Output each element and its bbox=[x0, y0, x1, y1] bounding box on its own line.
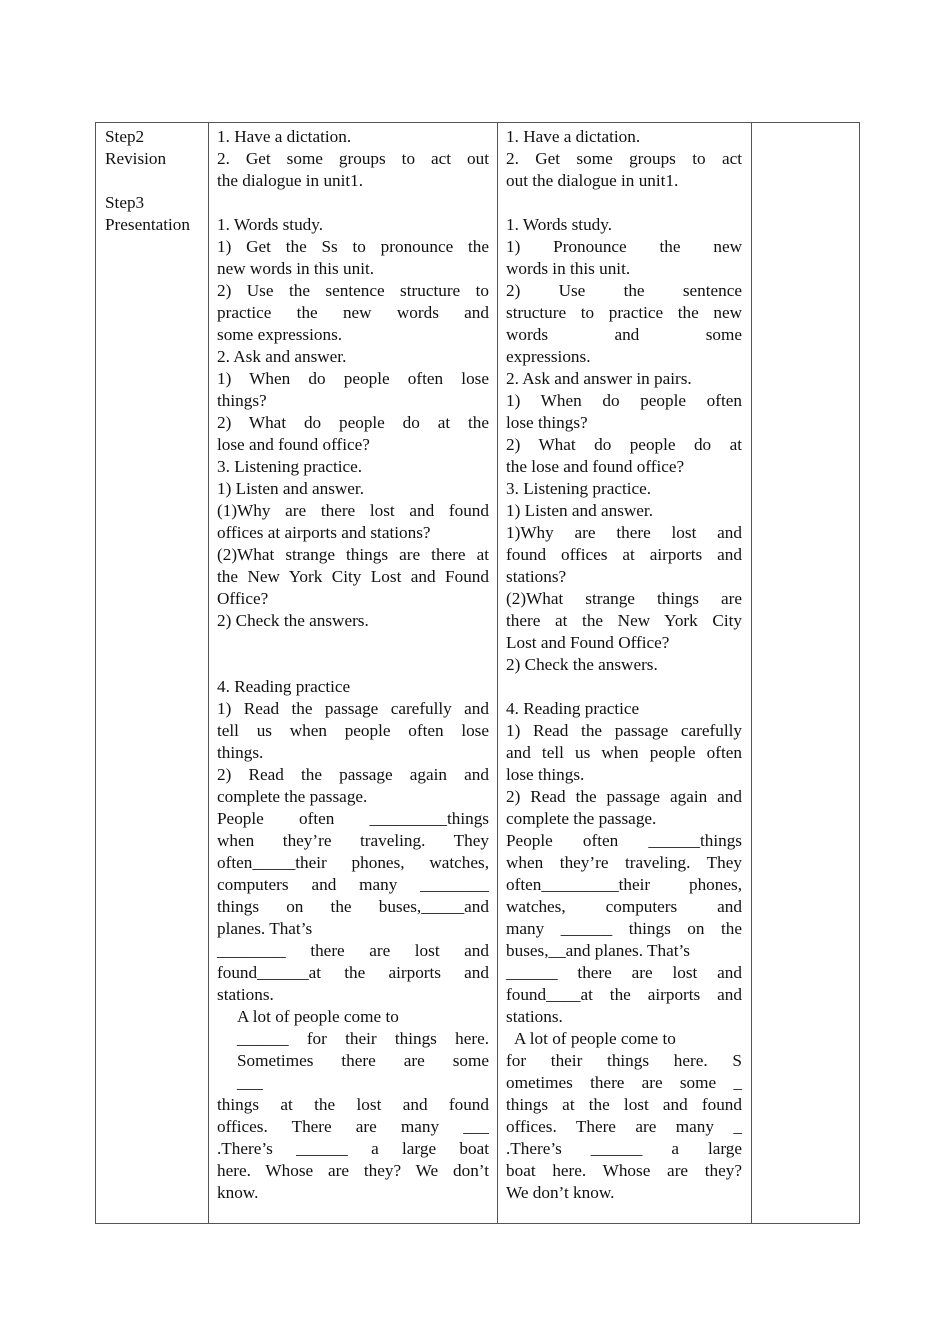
text-line: 1) When do people often lose bbox=[217, 369, 489, 388]
text-line: new words in this unit. bbox=[217, 259, 375, 278]
text-line: 1. Words study. bbox=[217, 215, 324, 234]
text-line: People often _________things bbox=[217, 809, 489, 828]
text-line: offices at airports and stations? bbox=[217, 523, 431, 542]
text-line: buses,__and planes. That’s bbox=[506, 941, 690, 960]
text-line: things? bbox=[217, 391, 267, 410]
text-line: things at the lost and found bbox=[217, 1095, 489, 1114]
text-line: ______ for their things here. bbox=[237, 1029, 489, 1048]
text-line: there at the New York City bbox=[506, 611, 742, 630]
text-line: planes. That’s bbox=[217, 919, 313, 938]
text-line: for their things here. S bbox=[506, 1051, 742, 1070]
lesson-plan-table bbox=[95, 122, 860, 1224]
text-line: some expressions. bbox=[217, 325, 343, 344]
text-line: 3. Listening practice. bbox=[506, 479, 652, 498]
text-line: 2) Check the answers. bbox=[217, 611, 369, 630]
text-line: expressions. bbox=[506, 347, 591, 366]
text-line: ometimes there are some _ bbox=[506, 1073, 742, 1092]
text-line: the dialogue in unit1. bbox=[217, 171, 364, 190]
text-line: (1)Why are there lost and found bbox=[217, 501, 489, 520]
text-line: watches, computers and bbox=[506, 897, 742, 916]
student-activities-column bbox=[506, 126, 742, 1204]
text-line: here. Whose are they? We don’t bbox=[217, 1161, 489, 1180]
text-line: things. bbox=[217, 743, 264, 762]
text-line: 1)Why are there lost and bbox=[506, 523, 742, 542]
column-divider bbox=[751, 123, 752, 1223]
text-line: .There’s ______ a large boat bbox=[217, 1139, 489, 1158]
text-line: .There’s ______ a large bbox=[506, 1139, 742, 1158]
text-line: complete the passage. bbox=[217, 787, 368, 806]
text-line: ________ there are lost and bbox=[217, 941, 489, 960]
text-line: often_________their phones, bbox=[506, 875, 742, 894]
text-line: 2. Get some groups to act bbox=[506, 149, 742, 168]
text-line: practice the new words and bbox=[217, 303, 489, 322]
text-line: 1. Words study. bbox=[506, 215, 613, 234]
text-line: 1) When do people often bbox=[506, 391, 742, 410]
text-line: (2)What strange things are there at bbox=[217, 545, 489, 564]
text-line: People often ______things bbox=[506, 831, 742, 850]
text-line: 2. Ask and answer. bbox=[217, 347, 347, 366]
text-line: words in this unit. bbox=[506, 259, 631, 278]
text-line: things at the lost and found bbox=[506, 1095, 742, 1114]
text-line: when they’re traveling. They bbox=[217, 831, 489, 850]
text-line: 1) Read the passage carefully bbox=[506, 721, 742, 740]
text-line: often_____their phones, watches, bbox=[217, 853, 489, 872]
text-line: (2)What strange things are bbox=[506, 589, 742, 608]
text-line: 2. Ask and answer in pairs. bbox=[506, 369, 692, 388]
text-line: found____at the airports and bbox=[506, 985, 742, 1004]
text-line: 2) Use the sentence structure to bbox=[217, 281, 489, 300]
text-line: structure to practice the new bbox=[506, 303, 742, 322]
text-line: 1) Get the Ss to pronounce the bbox=[217, 237, 489, 256]
step3-title: Step3 bbox=[105, 193, 145, 212]
text-line: the lose and found office? bbox=[506, 457, 685, 476]
text-line: tell us when people often lose bbox=[217, 721, 489, 740]
text-line: complete the passage. bbox=[506, 809, 657, 828]
steps-column bbox=[105, 126, 203, 236]
text-line: when they’re traveling. They bbox=[506, 853, 742, 872]
text-line: computers and many ________ bbox=[217, 875, 489, 894]
text-line: words and some bbox=[506, 325, 742, 344]
text-line: 1) Listen and answer. bbox=[506, 501, 654, 520]
text-line: stations. bbox=[506, 1007, 563, 1026]
text-line: the New York City Lost and Found bbox=[217, 567, 489, 586]
text-line: A lot of people come to bbox=[514, 1029, 676, 1048]
text-line: stations? bbox=[506, 567, 567, 586]
text-line: found offices at airports and bbox=[506, 545, 742, 564]
text-line: 2) What do people do at bbox=[506, 435, 742, 454]
text-line: 1) Read the passage carefully and bbox=[217, 699, 489, 718]
text-line: 1) Pronounce the new bbox=[506, 237, 742, 256]
text-line: 1. Have a dictation. bbox=[217, 127, 352, 146]
column-divider bbox=[208, 123, 209, 1223]
text-line: 2) Read the passage again and bbox=[217, 765, 489, 784]
step2-name: Revision bbox=[105, 149, 167, 168]
text-line: 1) Listen and answer. bbox=[217, 479, 365, 498]
text-line: Lost and Found Office? bbox=[506, 633, 670, 652]
text-line: many ______ things on the bbox=[506, 919, 742, 938]
step2-title: Step2 bbox=[105, 127, 145, 146]
text-line: 2) What do people do at the bbox=[217, 413, 489, 432]
text-line: ___ bbox=[237, 1073, 263, 1092]
text-line: and tell us when people often bbox=[506, 743, 742, 762]
teacher-activities-column bbox=[217, 126, 489, 1204]
text-line: 2) Check the answers. bbox=[506, 655, 658, 674]
text-line: out the dialogue in unit1. bbox=[506, 171, 679, 190]
column-divider bbox=[497, 123, 498, 1223]
step3-name: Presentation bbox=[105, 215, 190, 234]
text-line: 4. Reading practice bbox=[217, 677, 351, 696]
text-line: stations. bbox=[217, 985, 274, 1004]
text-line: things on the buses,_____and bbox=[217, 897, 489, 916]
text-line: lose things. bbox=[506, 765, 585, 784]
text-line: boat here. Whose are they? bbox=[506, 1161, 742, 1180]
text-line: ______ there are lost and bbox=[506, 963, 742, 982]
text-line: know. bbox=[217, 1183, 259, 1202]
text-line: 1. Have a dictation. bbox=[506, 127, 641, 146]
text-line: We don’t know. bbox=[506, 1183, 615, 1202]
text-line: A lot of people come to bbox=[237, 1007, 399, 1026]
text-line: 4. Reading practice bbox=[506, 699, 640, 718]
text-line: 2) Use the sentence bbox=[506, 281, 742, 300]
text-line: 2. Get some groups to act out bbox=[217, 149, 489, 168]
text-line: Sometimes there are some bbox=[237, 1051, 489, 1070]
text-line: 3. Listening practice. bbox=[217, 457, 363, 476]
text-line: lose and found office? bbox=[217, 435, 370, 454]
text-line: offices. There are many _ bbox=[506, 1117, 742, 1136]
text-line: Office? bbox=[217, 589, 269, 608]
text-line: found______at the airports and bbox=[217, 963, 489, 982]
text-line: offices. There are many ___ bbox=[217, 1117, 489, 1136]
text-line: lose things? bbox=[506, 413, 588, 432]
text-line: 2) Read the passage again and bbox=[506, 787, 742, 806]
